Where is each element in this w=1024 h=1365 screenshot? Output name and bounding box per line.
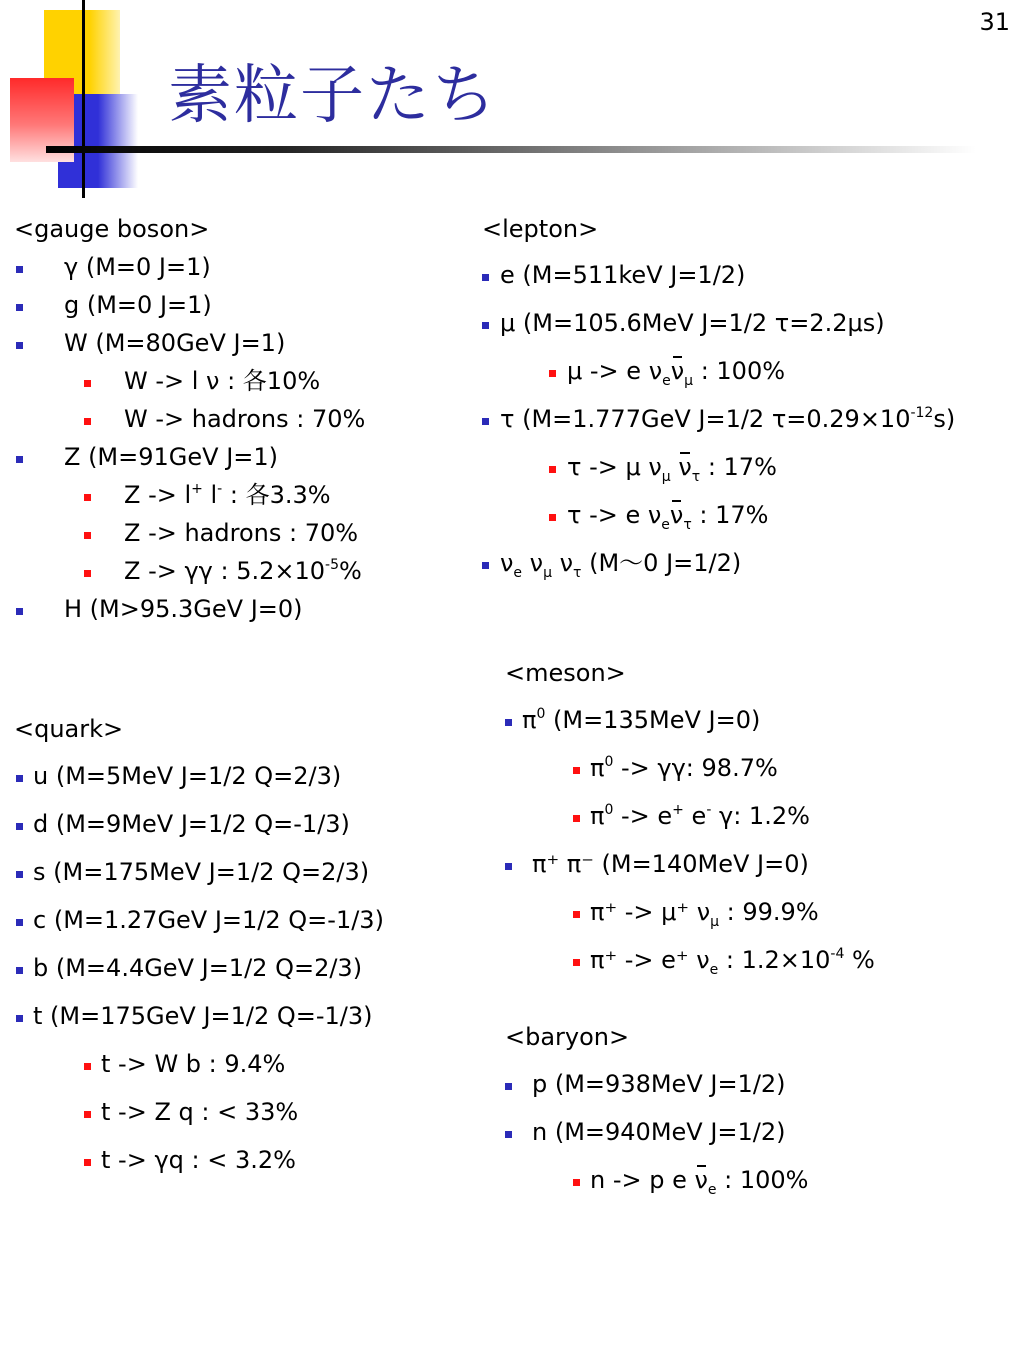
meson-heading: <meson> — [505, 659, 626, 687]
baryon-neutron: n (M=940MeV J=1/2) — [532, 1118, 786, 1146]
bullet — [549, 514, 556, 521]
bullet — [573, 959, 580, 966]
quark-down: d (M=9MeV J=1/2 Q=-1/3) — [33, 810, 350, 838]
z-decay-hadrons: Z -> hadrons : 70% — [124, 519, 359, 547]
bullet — [573, 911, 580, 918]
gauge-boson-gluon: g (M=0 J=1) — [64, 291, 212, 319]
bullet — [482, 562, 489, 569]
title-underline — [46, 146, 976, 153]
bullet — [573, 767, 580, 774]
bullet — [16, 775, 23, 782]
bullet — [573, 1179, 580, 1186]
w-decay-hadrons: W -> hadrons : 70% — [124, 405, 366, 433]
bullet — [84, 1111, 91, 1118]
gauge-boson-heading: <gauge boson> — [14, 215, 210, 243]
quark-charm: c (M=1.27GeV J=1/2 Q=-1/3) — [33, 906, 384, 934]
top-decay-gammaq: t -> γq : < 3.2% — [101, 1146, 296, 1174]
decor-vertical-line — [82, 0, 85, 198]
gauge-boson-higgs: H (M>95.3GeV J=0) — [64, 595, 303, 623]
bullet — [84, 494, 91, 501]
baryon-heading: <baryon> — [505, 1023, 630, 1051]
pi0-decay-photons: $\pi^0 -> \gamma\gamma$: 98.7% — [590, 754, 778, 782]
lepton-tau: τ (M=1.777GeV J=1/2 $\tau=0.29\times 10^{-12}s$) — [500, 405, 956, 433]
pic-decay-electron: π⁺ -> e⁺ $\nu_e$ : $1.2\times 10^{-4}$ % — [590, 946, 875, 978]
quark-strange: s (M=175MeV J=1/2 Q=2/3) — [33, 858, 370, 886]
bullet — [16, 456, 23, 463]
tau-decay-electron: τ -> e $\nu_e\nu_\tau$ : 17% — [567, 501, 769, 533]
gauge-boson-w: W (M=80GeV J=1) — [64, 329, 286, 357]
lepton-electron: e (M=511keV J=1/2) — [500, 261, 746, 289]
quark-up: u (M=5MeV J=1/2 Q=2/3) — [33, 762, 342, 790]
gauge-boson-z: Z (M=91GeV J=1) — [64, 443, 279, 471]
neutron-decay: n -> p e $\nu_e$ : 100% — [590, 1166, 809, 1198]
bullet — [549, 370, 556, 377]
bullet — [573, 815, 580, 822]
quark-bottom: b (M=4.4GeV J=1/2 Q=2/3) — [33, 954, 363, 982]
meson-pi-charged: π⁺ π⁻ (M=140MeV J=0) — [532, 850, 809, 878]
bullet — [16, 304, 23, 311]
lepton-neutrinos: $\nu_e$ $\nu_\mu$ $\nu_\tau$ (M〜0 J=1/2) — [500, 549, 742, 581]
bullet — [482, 274, 489, 281]
muon-decay: μ -> e $\nu_e\nu_\mu$ : 100% — [567, 357, 786, 389]
page-title: 素粒子たち — [168, 59, 498, 133]
top-decay-zq: t -> Z q : < 33% — [101, 1098, 299, 1126]
bullet — [505, 1131, 512, 1138]
bullet — [84, 1159, 91, 1166]
gauge-boson-photon: γ (M=0 J=1) — [64, 253, 211, 281]
tau-decay-muon: τ -> μ $\nu_\mu$ $\nu_\tau$ : 17% — [567, 453, 777, 485]
z-decay-leptons: Z -> l+ l- : 各3.3% — [124, 481, 331, 509]
slide-number: 31 — [979, 8, 1010, 36]
meson-pi0: $\pi^0$ (M=135MeV J=0) — [522, 706, 761, 734]
top-decay-wb: t -> W b : 9.4% — [101, 1050, 286, 1078]
bullet — [16, 1015, 23, 1022]
bullet — [84, 532, 91, 539]
bullet — [16, 266, 23, 273]
bullet — [505, 719, 512, 726]
bullet — [549, 466, 556, 473]
quark-heading: <quark> — [14, 715, 124, 743]
bullet — [16, 871, 23, 878]
lepton-muon: μ (M=105.6MeV J=1/2 τ=2.2μs) — [500, 309, 885, 337]
bullet — [16, 967, 23, 974]
bullet — [84, 570, 91, 577]
bullet — [84, 1063, 91, 1070]
pi0-decay-dalitz: $\pi^0 -> e^+$ e- γ: 1.2% — [590, 802, 810, 830]
bullet — [16, 919, 23, 926]
bullet — [84, 380, 91, 387]
bullet — [482, 322, 489, 329]
pic-decay-muon: π⁺ -> μ⁺ $\nu_\mu$ : 99.9% — [590, 898, 819, 930]
quark-top: t (M=175GeV J=1/2 Q=-1/3) — [33, 1002, 373, 1030]
baryon-proton: p (M=938MeV J=1/2) — [532, 1070, 786, 1098]
bullet — [482, 418, 489, 425]
bullet — [16, 608, 23, 615]
bullet — [505, 1083, 512, 1090]
lepton-heading: <lepton> — [482, 215, 599, 243]
bullet — [505, 863, 512, 870]
w-decay-leptons: W -> l ν : 各10% — [124, 367, 321, 395]
bullet — [16, 342, 23, 349]
bullet — [16, 823, 23, 830]
bullet — [84, 418, 91, 425]
z-decay-photons: Z -> γγ : $5.2\times 10^{-5}\%$ — [124, 557, 362, 585]
